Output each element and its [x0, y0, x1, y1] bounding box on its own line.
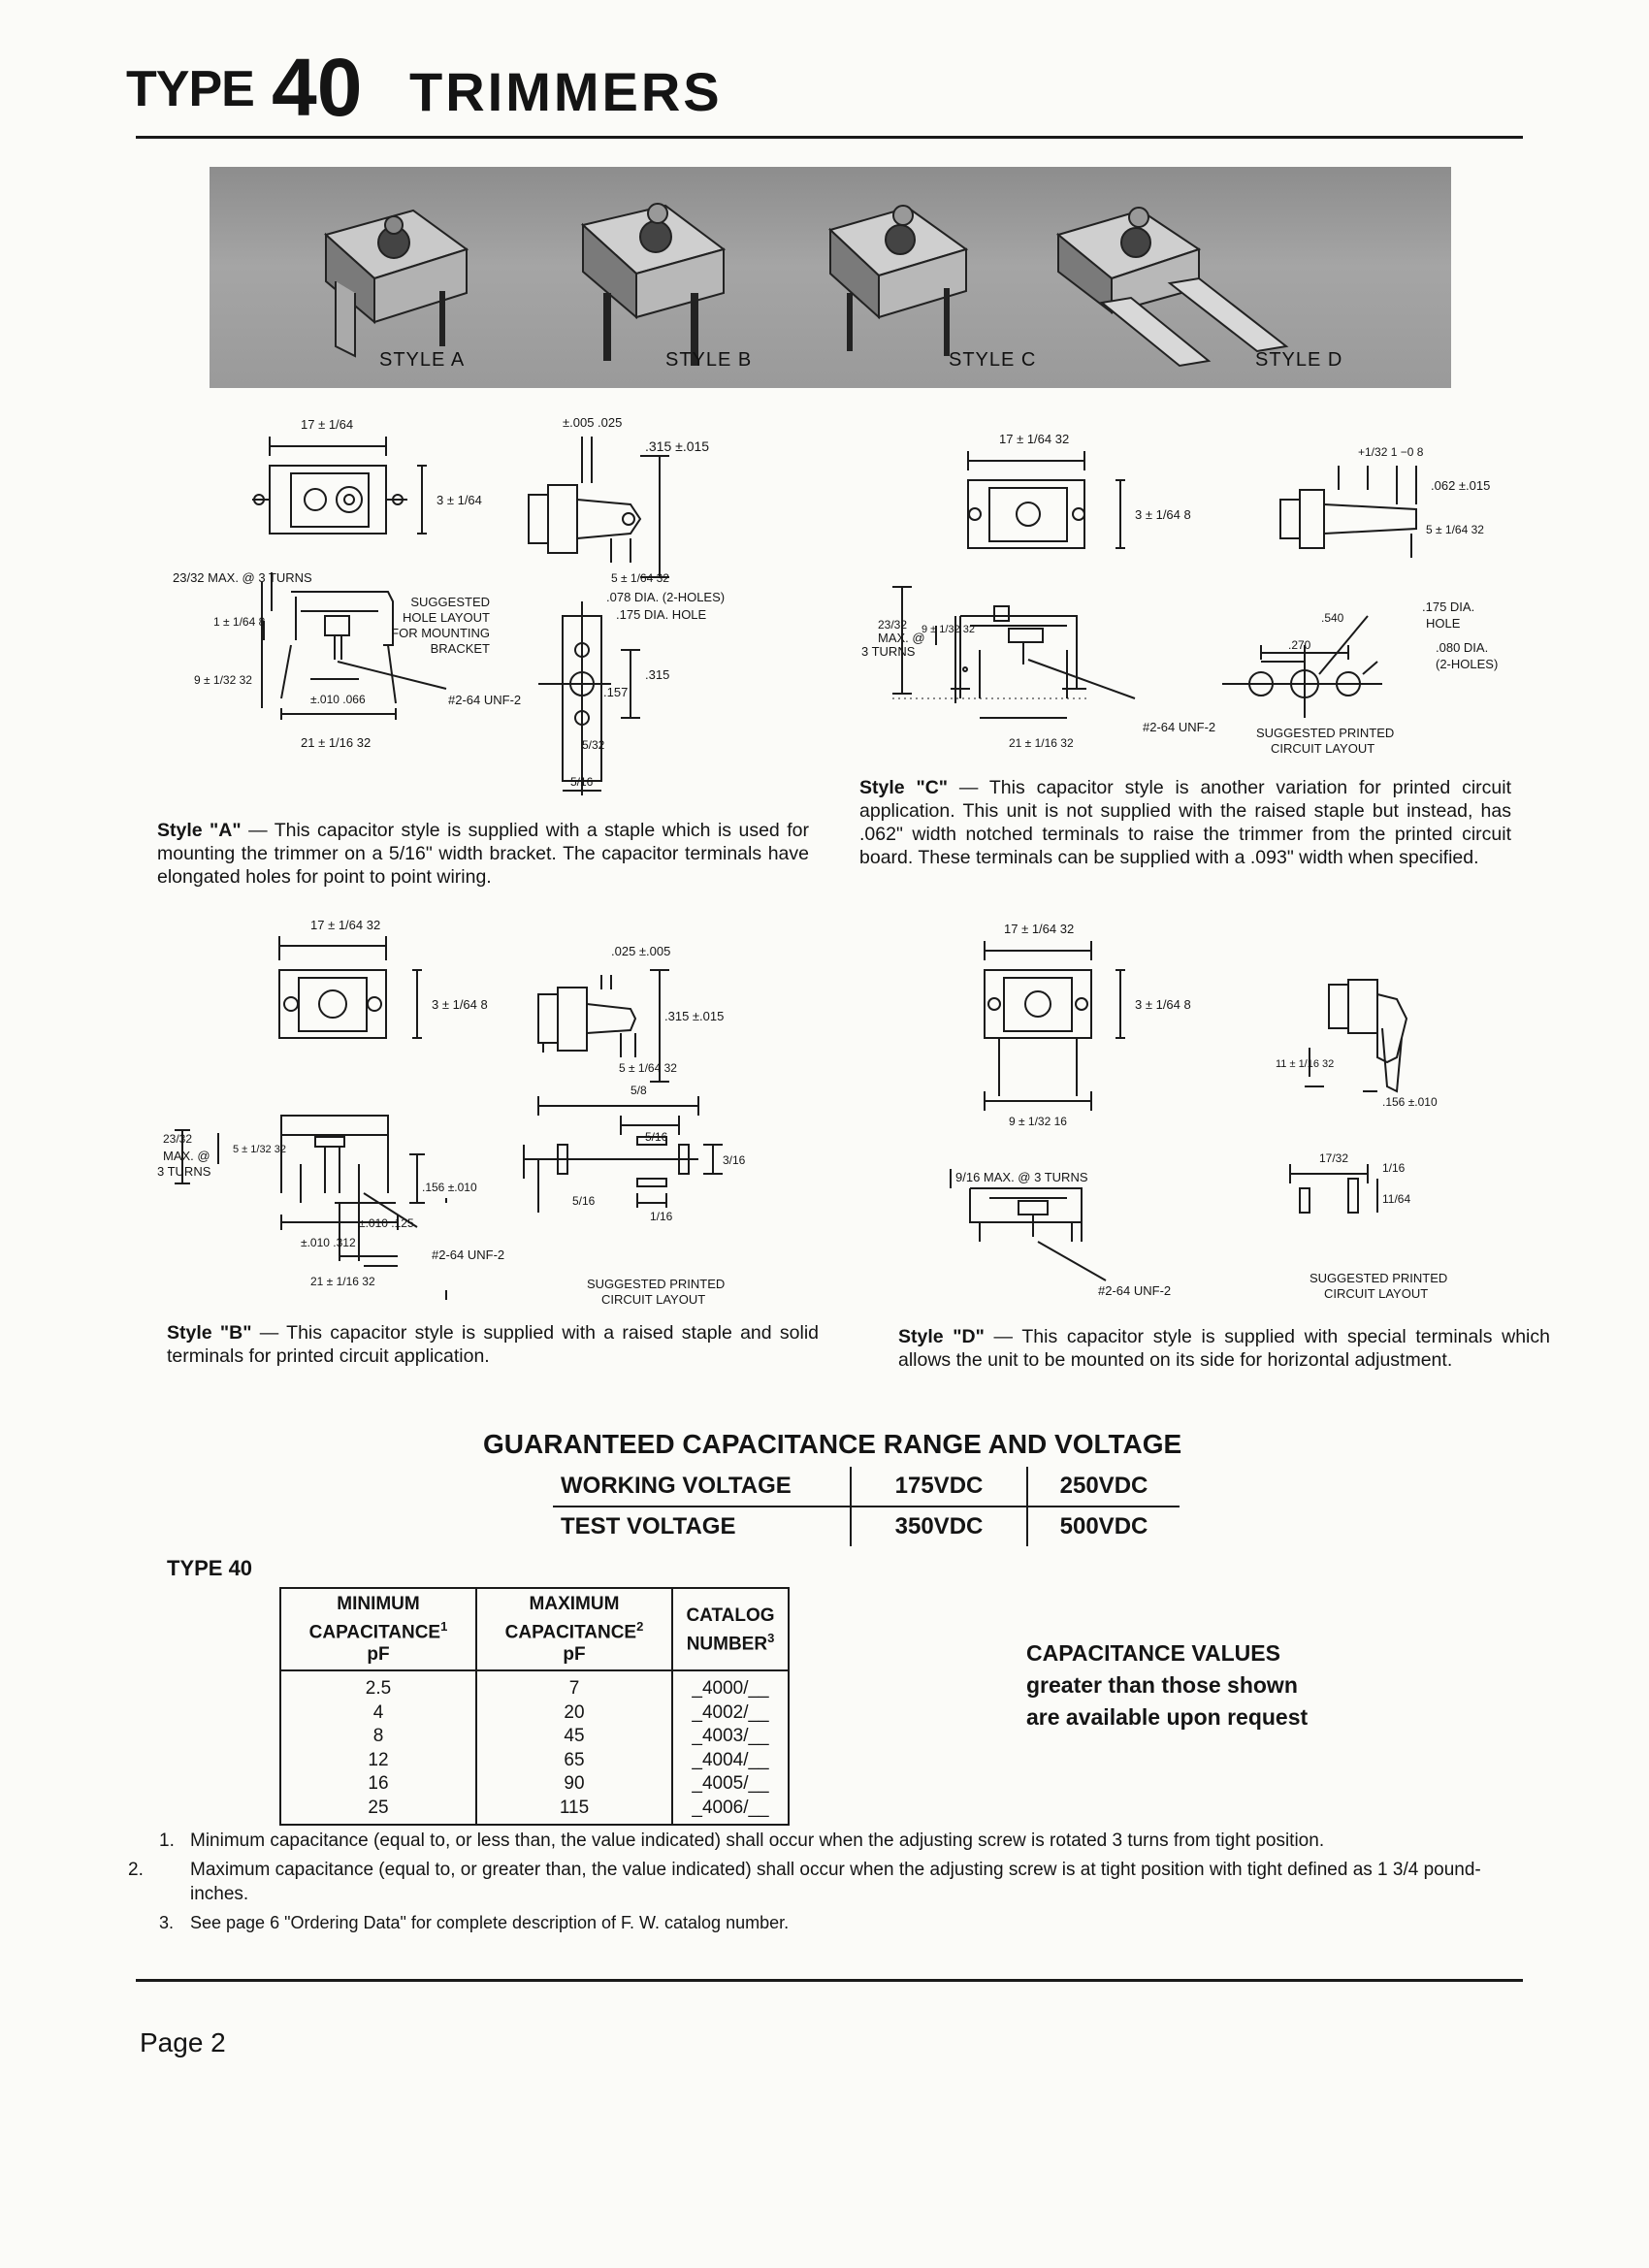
c-max-turns-3: 3 TURNS — [861, 644, 916, 659]
b-dim-156: .156 ±.010 — [422, 1181, 477, 1194]
a-thread: #2-64 UNF-2 — [448, 693, 522, 707]
a-dim-width: 17 ± 1/64 — [301, 417, 354, 432]
min-capacitance-column: 2.5 4 8 12 16 25 — [280, 1670, 476, 1825]
cap-values-line-3: are available upon request — [1026, 1704, 1309, 1730]
a-dim-066: ±.010 .066 — [310, 693, 366, 706]
voltage-row-working — [553, 1467, 1180, 1507]
b-pcb-dim-2: 5/16 — [645, 1130, 668, 1144]
header-title: TRIMMERS — [409, 61, 723, 122]
b-dim-025: .025 ±.005 — [611, 944, 671, 958]
a-hole-layout-4: BRACKET — [430, 641, 490, 656]
c-dim-height: 3 ± 1/64 8 — [1135, 507, 1191, 522]
description-d-text: — This capacitor style is supplied with special terminals which allows the unit to be mounted on its side for horizontal adjustment. — [898, 1326, 1550, 1371]
a-dim-9-32: 9 ± 1/32 32 — [194, 673, 252, 687]
bottom-divider — [136, 1979, 1523, 1982]
a-dim-025: ±.005 .025 — [563, 415, 623, 430]
b-pcb-dim-5: 1/16 — [650, 1210, 673, 1223]
voltage-value-500: 500VDC — [1027, 1507, 1180, 1546]
a-hole-078: .078 DIA. (2-HOLES) — [606, 590, 726, 604]
voltage-row-label: TEST VOLTAGE — [561, 1513, 736, 1539]
c-dim-1-8: +1/32 1 −0 8 — [1358, 445, 1424, 459]
footnote-3: 3. See page 6 "Ordering Data" for complete description of F. W. catalog number. — [159, 1913, 790, 1932]
c-dim-062: .062 ±.015 — [1431, 478, 1491, 493]
voltage-section-title: GUARANTEED CAPACITANCE RANGE AND VOLTAGE — [483, 1429, 1182, 1459]
header-catalog-number: CATALOG NUMBER$^3$ — [672, 1588, 789, 1670]
description-style-b — [167, 1321, 819, 1368]
d-dim-156: .156 ±.010 — [1382, 1095, 1438, 1109]
b-pcb-dim-1: 5/8 — [630, 1084, 647, 1097]
c-layout-label-1: SUGGESTED PRINTED — [1256, 726, 1395, 740]
b-dim-5-32c: 5 ± 1/32 32 — [233, 1144, 286, 1155]
description-style-c — [859, 776, 1511, 869]
c-dim-270: .270 — [1288, 638, 1311, 652]
b-dim-312: ±.010 .312 — [301, 1236, 356, 1249]
max-capacitance-column: 7 20 45 65 90 115 — [476, 1670, 672, 1825]
a-dim-1-8: 1 ± 1/64 8 — [213, 615, 266, 629]
description-style-d — [898, 1325, 1550, 1372]
style-label-d: STYLE D — [1255, 349, 1343, 371]
b-dim-315: .315 ±.015 — [664, 1009, 725, 1023]
a-hole-layout-3: FOR MOUNTING — [391, 626, 490, 640]
style-label-a: STYLE A — [379, 349, 466, 371]
cap-values-line-1: CAPACITANCE VALUES — [1026, 1640, 1280, 1666]
c-max-turns-2: MAX. @ — [878, 631, 925, 645]
c-hole-080-2: (2-HOLES) — [1436, 657, 1499, 671]
description-c-label: Style "C" — [859, 777, 949, 798]
b-max-turns-2: MAX. @ — [163, 1149, 210, 1163]
c-dim-21-16: 21 ± 1/16 32 — [1009, 736, 1074, 750]
b-dim-width: 17 ± 1/64 32 — [310, 918, 381, 932]
c-hole-175-1: .175 DIA. — [1422, 599, 1475, 614]
d-dim-height: 3 ± 1/64 8 — [1135, 997, 1191, 1012]
style-label-b: STYLE B — [665, 349, 753, 371]
a-hole-175: .175 DIA. HOLE — [616, 607, 707, 622]
trimmer-photo-a — [326, 211, 467, 356]
c-hole-175-2: HOLE — [1426, 616, 1461, 631]
trimmer-photo-c — [830, 206, 966, 356]
a-max-turns: 23/32 MAX. @ 3 TURNS — [173, 570, 312, 585]
c-dim-5-32: 5 ± 1/64 32 — [1426, 523, 1484, 536]
b-layout-label-1: SUGGESTED PRINTED — [587, 1277, 726, 1291]
a-dim-157: .157 — [603, 685, 629, 699]
voltage-value-250: 250VDC — [1027, 1467, 1180, 1507]
header-min-capacitance: MINIMUM CAPACITANCE$^1$ pF — [280, 1588, 476, 1670]
c-thread: #2-64 UNF-2 — [1143, 720, 1216, 734]
c-dim-540: .540 — [1321, 611, 1344, 625]
voltage-table — [553, 1467, 1180, 1546]
capacitance-table-header — [280, 1588, 789, 1670]
d-layout-label-1: SUGGESTED PRINTED — [1310, 1271, 1448, 1285]
a-dim-315: .315 ±.015 — [645, 438, 710, 454]
description-a-text: — This capacitor style is supplied with a staple which is used for mounting the trimmer on a 5/16" width bracket. The capacitor terminals have elongated holes for point to point wiring. — [157, 820, 809, 888]
a-dim-315b: .315 — [645, 667, 670, 682]
voltage-row-label: WORKING VOLTAGE — [553, 1467, 851, 1507]
cap-values-line-2: greater than those shown — [1026, 1672, 1298, 1698]
top-divider — [136, 136, 1523, 139]
d-pcb-dim-2: 1/16 — [1382, 1161, 1406, 1175]
a-dim-5-16: 5/16 — [570, 775, 594, 789]
capacitance-values-note — [1026, 1637, 1308, 1733]
voltage-value-175: 175VDC — [851, 1467, 1027, 1507]
a-hole-layout-1: SUGGESTED — [410, 595, 490, 609]
d-layout-label-2: CIRCUIT LAYOUT — [1324, 1286, 1429, 1301]
style-label-c: STYLE C — [949, 349, 1037, 371]
footnote-1: 1. Minimum capacitance (equal to, or less than, the value indicated) shall occur when the adjusting screw is rotated 3 turns from tight position. — [159, 1831, 1325, 1851]
b-pcb-dim-3: 5/16 — [572, 1194, 596, 1208]
a-dim-height: 3 ± 1/64 — [436, 493, 482, 507]
description-b-label: Style "B" — [167, 1322, 252, 1344]
drawing-style-d — [912, 922, 1533, 1310]
description-b-text: — This capacitor style is supplied with a raised staple and solid terminals for printed circuit application. — [167, 1322, 819, 1367]
a-dim-21-16: 21 ± 1/16 32 — [301, 735, 372, 750]
d-dim-11-32: 11 ± 1/16 32 — [1276, 1058, 1335, 1070]
b-max-turns-3: 3 TURNS — [157, 1164, 211, 1179]
c-layout-label-2: CIRCUIT LAYOUT — [1271, 741, 1375, 756]
page-number: Page 2 — [140, 2027, 226, 2057]
b-layout-label-2: CIRCUIT LAYOUT — [601, 1292, 706, 1307]
d-dim-9-16: 9 ± 1/32 16 — [1009, 1115, 1067, 1128]
voltage-value-350: 350VDC — [851, 1507, 1027, 1546]
voltage-row-test — [553, 1507, 1180, 1546]
d-thread: #2-64 UNF-2 — [1098, 1283, 1172, 1298]
header-type-number: 40 — [272, 42, 363, 133]
footnote-2: 2. Maximum capacitance (equal to, or greater than, the value indicated) shall occur when the adjusting screw is at tight position with tight defined as 1 3/4 pound-inches. — [128, 1860, 1481, 1904]
b-dim-125: ±.010 .125 — [359, 1216, 414, 1230]
header-max-capacitance: MAXIMUM CAPACITANCE$^2$ pF — [476, 1588, 672, 1670]
c-hole-080-1: .080 DIA. — [1436, 640, 1489, 655]
a-hole-layout-2: HOLE LAYOUT — [402, 610, 490, 625]
type-40-label: TYPE 40 — [167, 1556, 253, 1580]
d-max-turns: 9/16 MAX. @ 3 TURNS — [955, 1170, 1088, 1184]
trimmer-photo-d — [1058, 208, 1286, 366]
b-dim-5-32: 5 ± 1/64 32 — [619, 1061, 677, 1075]
b-thread: #2-64 UNF-2 — [432, 1247, 505, 1262]
trimmer-photo-b — [583, 204, 724, 366]
a-dim-5-32: 5 ± 1/64 32 — [611, 571, 669, 585]
a-dim-5-32b: 5/32 — [582, 738, 605, 752]
d-pcb-dim-3: 11/64 — [1382, 1192, 1411, 1206]
b-dim-height: 3 ± 1/64 8 — [432, 997, 488, 1012]
product-photo-band — [210, 167, 1451, 388]
b-dim-21-16: 21 ± 1/16 32 — [310, 1275, 375, 1288]
c-dim-9-32: 9 ± 1/32 32 — [922, 624, 975, 635]
capacitance-table-body — [280, 1670, 789, 1825]
b-pcb-dim-4: 3/16 — [723, 1153, 746, 1167]
c-dim-width: 17 ± 1/64 32 — [999, 432, 1070, 446]
description-a-label: Style "A" — [157, 820, 242, 841]
drawing-style-c — [854, 407, 1552, 776]
header-type-word: TYPE — [126, 61, 254, 117]
c-max-turns-1: 23/32 — [878, 618, 908, 632]
b-max-turns-1: 23/32 — [163, 1132, 193, 1146]
drawing-style-b — [155, 912, 834, 1307]
drawing-style-a — [155, 407, 834, 795]
d-dim-width: 17 ± 1/64 32 — [1004, 922, 1075, 936]
d-pcb-dim-1: 17/32 — [1319, 1151, 1349, 1165]
catalog-number-column: _4000/__ _4002/__ _4003/__ _4004/__ _4005/__ _4006/__ — [672, 1670, 789, 1825]
capacitance-table — [279, 1587, 790, 1826]
description-c-text: — This capacitor style is another variation for printed circuit application. This unit is not supplied with the raised staple but instead, has .062" width notched terminals to raise the trimmer from the printed circuit board. These terminals can be supplied with a .093" width when specified. — [859, 777, 1512, 868]
description-d-label: Style "D" — [898, 1326, 985, 1347]
description-style-a — [157, 819, 809, 889]
